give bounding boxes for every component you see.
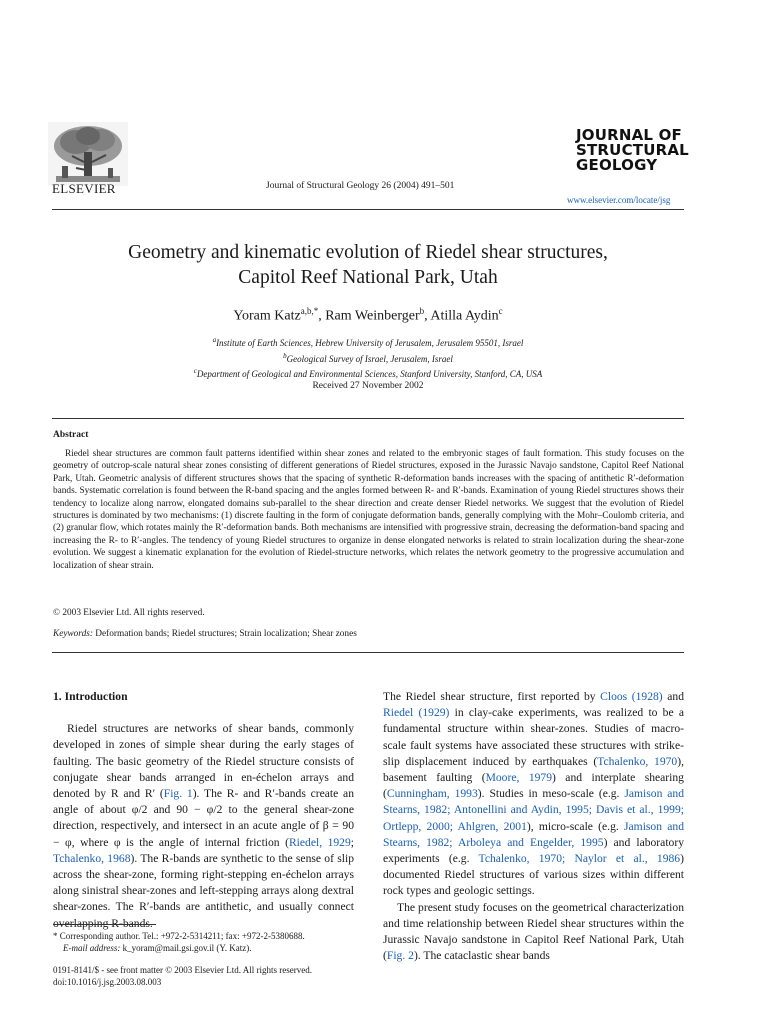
header-divider — [52, 209, 684, 210]
corresponding-author-footnote — [53, 931, 363, 954]
journal-logo — [576, 128, 688, 173]
citation-link-cunningham-1993[interactable]: Cunningham, 1993 — [386, 787, 478, 801]
author-name: Yoram Katz — [233, 308, 301, 324]
journal-url-link[interactable]: www.elsevier.com/locate/jsg — [567, 195, 671, 205]
citation-link-laboratory[interactable]: Tchalenko, 1970; Naylor et al., 1986 — [478, 852, 681, 866]
journal-logo-line: STRUCTURAL — [576, 141, 689, 159]
affiliations — [52, 334, 684, 381]
abstract-copyright: © 2003 Elsevier Ltd. All rights reserved. — [53, 608, 205, 618]
keywords-list: Deformation bands; Riedel structures; Strain localization; Shear zones — [95, 629, 357, 639]
affiliation: $^c$Department of Geological and Environmental Sciences, Stanford University, Stanford, CA, USA — [193, 367, 543, 379]
author-affil-marker: c — [498, 306, 503, 316]
citation-link-meso-scale[interactable]: Jamison and Stearns, 1982; Antonellini and Aydin, 1995; Davis et al., 1999; Ortlepp, 2000; Ahlgren, 2001 — [383, 787, 685, 833]
front-matter-line: 0191-8141/$ - see front matter © 2003 Elsevier Ltd. All rights reserved. — [53, 965, 313, 975]
affiliation: $^b$Geological Survey of Israel, Jerusalem, Israel — [283, 351, 453, 364]
abstract-top-divider — [52, 418, 684, 419]
intro-paragraph-1: Riedel structures are networks of shear bands, commonly developed in zones of simple shear during the early stages of faulting. The basic geometry of the Riedel structure consists of conjugate shear bands arranged in en-échelon arrays and denoted by R and R′ (Fig. 1). The R- and R′-bands create an angle of about φ/2 and 90 − φ/2 to the general shear-zone direction, respectively, and intersect in an acute angle of β = 90 − φ, where φ is the angle of internal friction (Riedel, 1929; Tchalenko, 1968). The R-bands are synthetic to the sense of slip across the shear-zone, forming right-stepping en-échelon arrays along sinistral shear-zones and left-stepping arrays along dextral shear-zones. The R′-bands are antithetic, and usually connect overlapping R-bands. — [53, 722, 355, 930]
journal-logo-line: GEOLOGY — [576, 156, 658, 174]
citation-link-moore-1979[interactable]: Moore, 1979 — [485, 771, 553, 785]
email-address[interactable]: k_yoram@mail.gsi.gov.il (Y. Katz). — [120, 942, 252, 953]
author-affil-marker: b — [419, 306, 425, 316]
citation-link-cloos-1928[interactable]: Cloos (1928) — [600, 690, 663, 703]
publisher-name: ELSEVIER — [52, 181, 116, 196]
abstract-body — [53, 448, 684, 572]
affiliation: $^a$Institute of Earth Sciences, Hebrew University of Jerusalem, Jerusalem 95501, Israel — [212, 336, 524, 348]
abstract-heading: Abstract — [53, 430, 89, 440]
citation-link-riedel-1929[interactable]: Riedel (1929) — [383, 706, 450, 720]
email-label: E-mail address: — [63, 942, 121, 953]
author-name: Atilla Aydin — [430, 308, 499, 324]
citation-link-micro-scale[interactable]: Jamison and Stearns, 1982; Arboleya and Engelder, 1995 — [383, 819, 684, 849]
right-column — [383, 689, 684, 964]
journal-logo-line: JOURNAL OF — [576, 126, 683, 144]
elsevier-tree-logo — [48, 122, 128, 186]
section-heading-introduction: 1. Introduction — [53, 690, 128, 703]
abstract-bottom-divider — [52, 652, 684, 653]
author-name: Ram Weinberger — [325, 308, 420, 324]
abstract-text: Riedel shear structures are common fault patterns identified within shear zones and related to the embryonic stages of fault formation. This study focuses on the geometry of outcrop-scale natural shear zones consisting of different generations of Riedel structures, exposed in the Jurassic Navajo sandstone, Capitol Reef National Park, Utah. Geometric analysis of different structures shows that the spacing of synthetic R-deformation bands increases with the spacing of antithetic R′-deformation bands. Systematic correlation is found between the R-band spacing and the angles formed between R- and R′-bands. Examination of young Riedel structures shows their tendency to localize along narrow, elongated domains sub-parallel to the shear direction and create denser Riedel networks. We suggest that the evolution of Riedel structures is dominated by two mechanisms: (1) discrete faulting in the form of conjugate deformation bands, generally complying with the Mohr–Coulomb criteria, and (2) granular flow, which rotates mainly the R′-deformation bands. Both mechanisms are intensified with progressive strain, decreasing the deformation-band spacing and increasing the R- to R′-angles. The tendency of young Riedel structures to organize in dense elongated networks is related to strain localization during the shear-zone evolution. We suggest a kinematic explanation for the evolution of Riedel-structure networks, which relates the network geometry to the progressive accumulation and localization of shear strain. — [53, 449, 684, 571]
intro-paragraph-2: The Riedel shear structure, first reported by Cloos (1928) and Riedel (1929) in clay-cake experiments, was realized to be a fundamental structure within shear-zones. Studies of macro-scale fault systems have associated these structures with strike-slip displacement induced by earthquakes (Tchalenko, 1970), basement faulting (Moore, 1979) and interplate shearing (Cunningham, 1993). Studies in meso-scale (e.g. Jamison and Stearns, 1982; Antonellini and Aydin, 1995; Davis et al., 1999; Ortlepp, 2000; Ahlgren, 2001), micro-scale (e.g. Jamison and Stearns, 1982; Arboleya and Engelder, 1995) and laboratory experiments (e.g. Tchalenko, 1970; Naylor et al., 1986) documented Riedel structures of various sizes within different rock types and geologic settings. — [383, 690, 685, 898]
citation-link-tchalenko-1968[interactable]: Tchalenko, 1968 — [53, 851, 131, 865]
author-affil-marker: a,b,* — [300, 306, 319, 316]
author-list: Yoram Katz$^{a,b,*}$, Ram Weinberger$^b$, Atilla Aydin$^c$ — [233, 306, 503, 324]
title-line: Capitol Reef National Park, Utah — [238, 267, 498, 288]
title-line: Geometry and kinematic evolution of Riedel shear structures, — [128, 242, 608, 263]
footnote-divider — [53, 924, 156, 925]
left-column — [53, 689, 354, 932]
figure-2-link[interactable]: Fig. 2 — [386, 949, 414, 963]
corresponding-author-contact: * Corresponding author. Tel.: +972-2-5314211; fax: +972-2-5380688. — [53, 931, 305, 941]
front-matter-info — [53, 964, 312, 988]
journal-citation: Journal of Structural Geology 26 (2004) 491–501 — [266, 181, 455, 191]
citation-link-riedel-1929[interactable]: Riedel, 1929 — [288, 835, 351, 849]
intro-paragraph-3: The present study focuses on the geometrical characterization and time relationship between Riedel shear structures within the Jurassic Navajo sandstone in Capitol Reef National Park, Utah (Fig. 2). The cataclastic shear bands — [383, 900, 684, 963]
keywords-label: Keywords: — [53, 629, 93, 639]
keywords — [53, 629, 357, 639]
figure-1-link[interactable]: Fig. 1 — [163, 787, 193, 801]
doi-line[interactable]: doi:10.1016/j.jsg.2003.08.003 — [53, 977, 162, 987]
citation-link-tchalenko-1970[interactable]: Tchalenko, 1970 — [597, 754, 678, 768]
article-title — [52, 240, 684, 290]
received-date: Received 27 November 2002 — [312, 381, 424, 391]
